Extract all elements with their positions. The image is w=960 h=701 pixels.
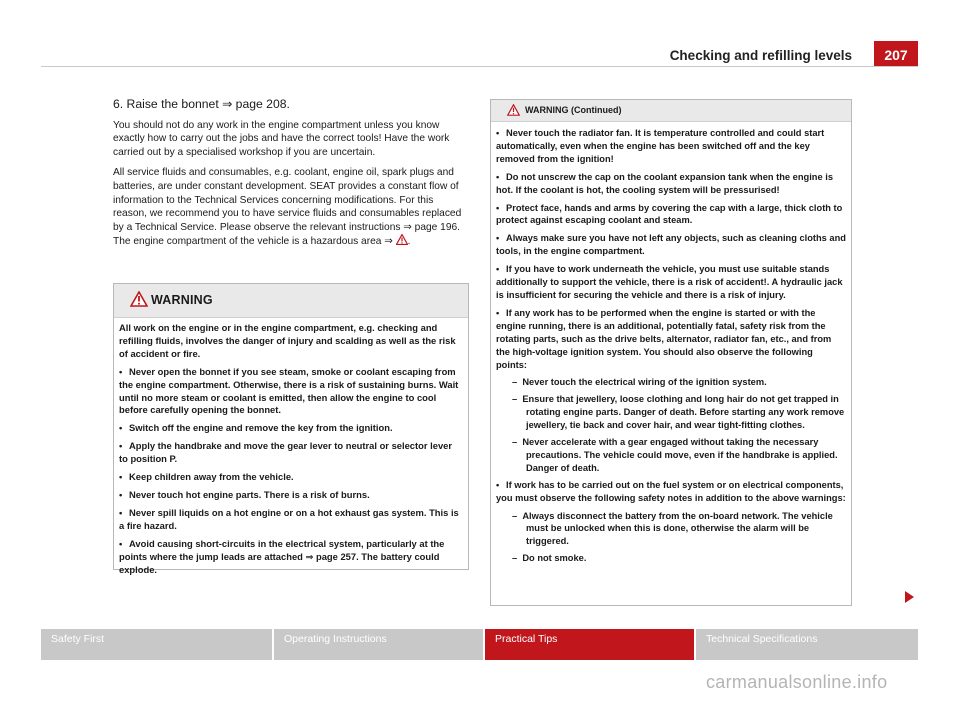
warning-sub-item: – Never touch the electrical wiring of the ignition system.: [512, 377, 767, 388]
warning-sub-item: – Never accelerate with a gear engaged without taking the necessary precautions. The vehicle could move, even if the handbrake is applied. Danger of death.: [512, 437, 838, 473]
warning-bullet: • Never spill liquids on a hot engine or on a hot exhaust gas system. This is a fire hazard.: [119, 506, 459, 531]
paragraph-2: All service fluids and consumables, e.g. coolant, engine oil, spark plugs and batteries, are under constant development. SEAT provides a constant flow of information to the Technical Services concerning modifications. For this reason, we recommend you to have service fluids and consumables replaced by a Technical Service. Please observe the relevant instructions ⇒ page 196. The engine compartment of the vehicle is a hazardous area ⇒ .: [113, 167, 462, 248]
warning-sub-item: – Always disconnect the battery from the on-board network. The vehicle must be unlocked when this is done, otherwise the alarm will be triggered.: [512, 510, 833, 547]
paragraph-1: You should not do any work in the engine compartment unless you know exactly how to carry out the jobs and have the correct tools! Have the work carried out by a specialised workshop if you are uncertain.: [113, 119, 450, 158]
warning-continued-title: WARNING (Continued): [525, 105, 622, 115]
tab-practical-tips[interactable]: Practical Tips: [485, 629, 694, 660]
warning-sub-item: – Do not smoke.: [512, 553, 587, 564]
warning-triangle-icon: [396, 234, 408, 245]
step-6: 6. Raise the bonnet ⇒ page 208.: [113, 97, 290, 111]
warning-bullet: • Switch off the engine and remove the key from the ignition.: [119, 422, 393, 434]
warning-title: WARNING: [151, 293, 213, 307]
warning-bullet: • Avoid causing short-circuits in the electrical system, particularly at the points where the jump leads are attached ⇒ page 257. The battery could explode.: [119, 537, 445, 575]
continued-arrow-icon: [905, 591, 914, 603]
warning-bullet: • Keep children away from the vehicle.: [119, 471, 294, 483]
warning-continued-body: [491, 122, 851, 565]
warning-bullet: • Never touch hot engine parts. There is a risk of burns.: [119, 488, 370, 500]
warning-bullet: • Never touch the radiator fan. It is temperature controlled and could start automatically, even when the engine has been switched off and the key removed from the ignition!: [496, 128, 825, 164]
warning-bullet: • If you have to work underneath the vehicle, you must use suitable stands additionally to support the vehicle, there is a risk of accident!. A hydraulic jack is insufficient for securing the vehicle and there is a risk of injury.: [496, 264, 843, 300]
left-column: [113, 98, 467, 256]
warning-ref-arrow: ⇒: [384, 236, 393, 248]
warning-triangle-icon: [130, 291, 148, 307]
page-number: 207: [874, 41, 918, 67]
warning-intro: All work on the engine or in the engine compartment, e.g. checking and refilling fluids, involves the danger of injury and scalding as well as the risk of accident or fire.: [119, 322, 456, 359]
warning-continued-box: [490, 99, 852, 606]
warning-bullet: • Do not unscrew the cap on the coolant expansion tank when the engine is hot. If the coolant is hot, the cooling system will be pressurised!: [496, 171, 833, 195]
warning-body: [114, 318, 468, 576]
warning-box: [113, 283, 469, 575]
chapter-tabs: [41, 629, 918, 660]
warning-bullet: • Apply the handbrake and move the gear lever to neutral or selector lever to position P.: [119, 440, 453, 465]
header-rule: [41, 66, 918, 67]
warning-box-header: [114, 284, 468, 318]
warning-bullet: • Never open the bonnet if you see steam, smoke or coolant escaping from the engine compartment. Otherwise, there is a risk of sustaining burns. Wait until no more steam or coolant is emitted, then allow the engine to cool before carefully opening the bonnet.: [119, 365, 459, 416]
warning-bullet: • Always make sure you have not left any objects, such as cleaning cloths and tools, in the engine compartment.: [496, 233, 846, 257]
watermark: carmanualsonline.info: [706, 672, 888, 692]
warning-bullet: • If work has to be carried out on the fuel system or on electrical components, you must observe the following safety notes in addition to the above warnings:: [496, 479, 846, 503]
warning-sub-item: – Ensure that jewellery, loose clothing and long hair do not get trapped in rotating engine parts. Danger of death. Before starting any work remove jewellery, tie back and cover hair, and wear tight-fitting clothes.: [512, 394, 845, 431]
warning-bullet: • If any work has to be performed when the engine is started or with the engine running, there is an additional, potentially fatal, safety risk from the rotating parts, such as the drive belts, alternator, radiator fan, etc., and from the high-voltage ignition system. You should also observe the following points:: [496, 307, 832, 370]
running-header-title: Checking and refilling levels: [669, 48, 852, 63]
warning-continued-header: [491, 100, 851, 122]
tab-operating-instructions[interactable]: Operating Instructions: [274, 629, 483, 660]
warning-triangle-icon: [507, 104, 520, 116]
warning-bullet: • Protect face, hands and arms by covering the cap with a large, thick cloth to protect against escaping coolant and steam.: [496, 202, 843, 226]
tab-safety-first[interactable]: Safety First: [41, 629, 272, 660]
paragraph-2-text: All service fluids and consumables, e.g. coolant, engine oil, spark plugs and batteries, are under constant development. SEAT provides a constant flow of information to the Technical Services concerning modifications. For this reason, we recommend you to have service fluids and consumables replaced by a Technical Service. Please observe the relevant instructions ⇒ page 196. The engine compartment of the vehicle is a hazardous area: [113, 167, 462, 248]
tab-technical-specifications[interactable]: Technical Specifications: [696, 629, 918, 660]
